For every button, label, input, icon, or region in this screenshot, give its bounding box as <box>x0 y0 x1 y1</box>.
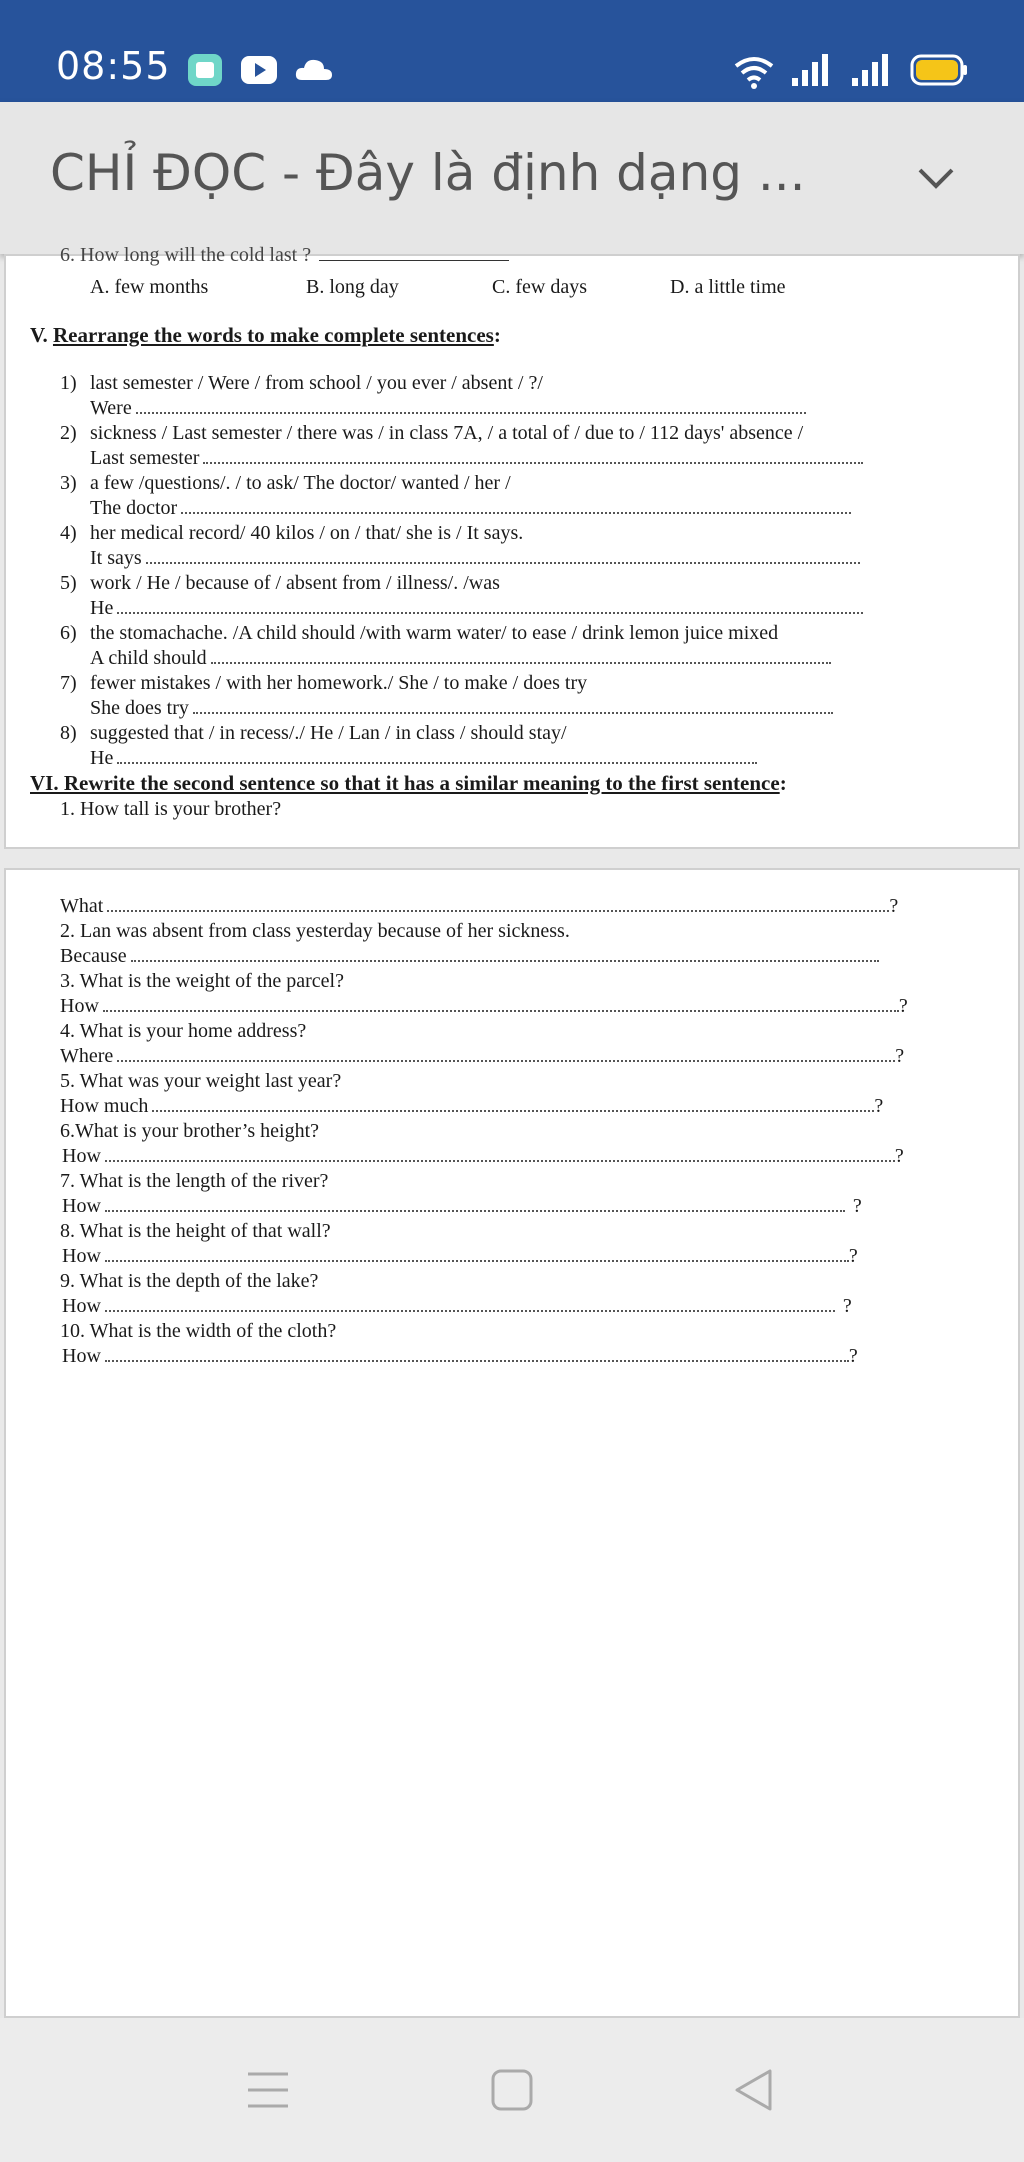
answer-start: What <box>60 895 104 917</box>
section-v-heading <box>30 324 501 346</box>
item-words: last semester / Were / from school / you ever / absent / ?/ <box>90 372 543 394</box>
dotted-blank <box>105 1194 845 1212</box>
list-item <box>60 572 500 594</box>
option-b: B. long day <box>306 276 399 298</box>
question-line: 3. What is the weight of the parcel? <box>60 970 344 992</box>
item-words: her medical record/ 40 kilos / on / that/ she is / It says. <box>90 522 524 544</box>
answer-line <box>62 1144 904 1167</box>
signal-icon <box>790 52 832 88</box>
answer-line <box>62 1244 858 1267</box>
answer-line <box>90 596 863 619</box>
dotted-blank <box>105 1294 835 1312</box>
read-only-banner[interactable] <box>0 102 1024 254</box>
section-v-colon: : <box>493 323 501 347</box>
option-a: A. few months <box>90 276 209 298</box>
list-item <box>60 472 511 494</box>
question-line: 8. What is the height of that wall? <box>60 1220 331 1242</box>
item-number: 1) <box>60 372 77 394</box>
youtube-icon <box>240 55 278 85</box>
answer-start: It says <box>90 547 142 569</box>
option-d: D. a little time <box>670 276 786 298</box>
home-icon[interactable] <box>490 2068 534 2112</box>
partial-question-text: 6. How long will the cold last ? <box>60 244 312 266</box>
list-item <box>60 522 523 544</box>
section-vi-title: VI. Rewrite the second sentence so that it has a similar meaning to the first sentence <box>30 771 780 795</box>
option-c: C. few days <box>492 276 587 298</box>
answer-start: How <box>62 1145 101 1167</box>
answer-line <box>60 944 879 967</box>
menu-icon[interactable] <box>246 2068 290 2112</box>
item-words: the stomachache. /A child should /with warm water/ to ease / drink lemon juice mixed <box>90 622 779 644</box>
answer-start: He <box>90 747 114 769</box>
answer-end: ? <box>848 1345 858 1367</box>
list-item <box>60 672 587 694</box>
answer-line <box>60 1094 883 1117</box>
signal-icon <box>850 52 892 88</box>
item-number: 5) <box>60 572 77 594</box>
dotted-blank <box>146 546 860 564</box>
item-number: 6) <box>60 622 77 644</box>
question-line: 9. What is the depth of the lake? <box>60 1270 319 1292</box>
list-item <box>60 722 567 744</box>
dotted-blank <box>117 596 863 614</box>
answer-end: ? <box>848 1245 858 1267</box>
item-words: fewer mistakes / with her homework./ She / to make / does try <box>90 672 588 694</box>
question-line: 2. Lan was absent from class yesterday because of her sickness. <box>60 920 570 942</box>
answer-blank <box>319 244 509 261</box>
answer-line <box>90 496 851 519</box>
list-item: 1. How tall is your brother? <box>60 798 282 820</box>
navigation-bar <box>0 2018 1024 2162</box>
dotted-blank <box>103 994 899 1012</box>
dotted-blank <box>105 1344 849 1362</box>
question-line: 10. What is the width of the cloth? <box>60 1320 337 1342</box>
answer-start: The doctor <box>90 497 178 519</box>
answer-end: ? <box>842 1295 852 1317</box>
answer-end: ? <box>874 1095 884 1117</box>
answer-start: How <box>62 1345 101 1367</box>
section-vi-colon: : <box>779 771 787 795</box>
item-number: 2) <box>60 422 77 444</box>
answer-end: ? <box>894 1145 904 1167</box>
answer-start: Where <box>60 1045 114 1067</box>
wifi-icon <box>734 54 776 90</box>
item-words: sickness / Last semester / there was / in class 7A, / a total of / due to / 112 days' absence / <box>90 422 804 444</box>
battery-icon <box>910 54 968 86</box>
answer-start: Because <box>60 945 127 967</box>
dotted-blank <box>117 746 757 764</box>
item-number: 7) <box>60 672 77 694</box>
answer-line <box>62 1344 858 1367</box>
app-icon <box>186 52 224 88</box>
dotted-blank <box>105 1244 849 1262</box>
dotted-blank <box>131 944 879 962</box>
answer-line <box>62 1294 852 1317</box>
list-item <box>60 372 543 394</box>
document-page-2 <box>4 868 1020 2018</box>
answer-line <box>90 696 833 719</box>
answer-line <box>90 646 831 669</box>
answer-start: How much <box>60 1095 149 1117</box>
answer-start: How <box>62 1295 101 1317</box>
list-item <box>60 422 803 444</box>
answer-start: She does try <box>90 697 189 719</box>
dotted-blank <box>107 894 889 912</box>
item-words: a few /questions/. / to ask/ The doctor/ wanted / her / <box>90 472 511 494</box>
banner-title: CHỈ ĐỌC - Đây là định dạng ... <box>50 144 806 202</box>
answer-start: Were <box>90 397 132 419</box>
section-v-title: Rearrange the words to make complete sentences <box>52 323 494 347</box>
answer-end: ? <box>898 995 908 1017</box>
answer-line <box>90 446 863 469</box>
question-line: 5. What was your weight last year? <box>60 1070 342 1092</box>
dotted-blank <box>203 446 863 464</box>
cloud-icon <box>294 56 334 82</box>
section-v-prefix: V. <box>30 323 53 347</box>
item-number: 8) <box>60 722 77 744</box>
item-number: 4) <box>60 522 77 544</box>
item-number: 3) <box>60 472 77 494</box>
status-time: 08:55 <box>56 44 171 88</box>
answer-line <box>90 396 806 419</box>
answer-start: He <box>90 597 114 619</box>
dotted-blank <box>117 1044 895 1062</box>
dotted-blank <box>152 1094 874 1112</box>
answer-line <box>90 746 757 769</box>
dotted-blank <box>181 496 851 514</box>
answer-end: ? <box>852 1195 862 1217</box>
answer-line <box>60 1044 904 1067</box>
answer-start: How <box>60 995 99 1017</box>
section-vi-heading <box>30 772 787 794</box>
item-words: work / He / because of / absent from / illness/. /was <box>90 572 500 594</box>
answer-line <box>60 894 898 917</box>
partial-question <box>60 244 509 266</box>
question-line: 7. What is the length of the river? <box>60 1170 329 1192</box>
document-page-1 <box>4 244 1020 849</box>
dotted-blank <box>211 646 831 664</box>
answer-line <box>90 546 860 569</box>
question-line: 4. What is your home address? <box>60 1020 307 1042</box>
back-icon[interactable] <box>732 2068 776 2112</box>
chevron-down-icon[interactable] <box>916 164 956 194</box>
answer-start: Last semester <box>90 447 200 469</box>
item-words: suggested that / in recess/./ He / Lan / in class / should stay/ <box>90 722 567 744</box>
answer-start: How <box>62 1195 101 1217</box>
answer-end: ? <box>895 1045 905 1067</box>
list-item <box>60 622 778 644</box>
answer-start: A child should <box>90 647 207 669</box>
answer-end: ? <box>889 895 899 917</box>
answer-start: How <box>62 1245 101 1267</box>
question-line: 6.What is your brother’s height? <box>60 1120 320 1142</box>
dotted-blank <box>136 396 806 414</box>
status-bar <box>0 0 1024 102</box>
answer-line <box>62 1194 862 1217</box>
answer-line <box>60 994 908 1017</box>
dotted-blank <box>105 1144 895 1162</box>
dotted-blank <box>193 696 833 714</box>
